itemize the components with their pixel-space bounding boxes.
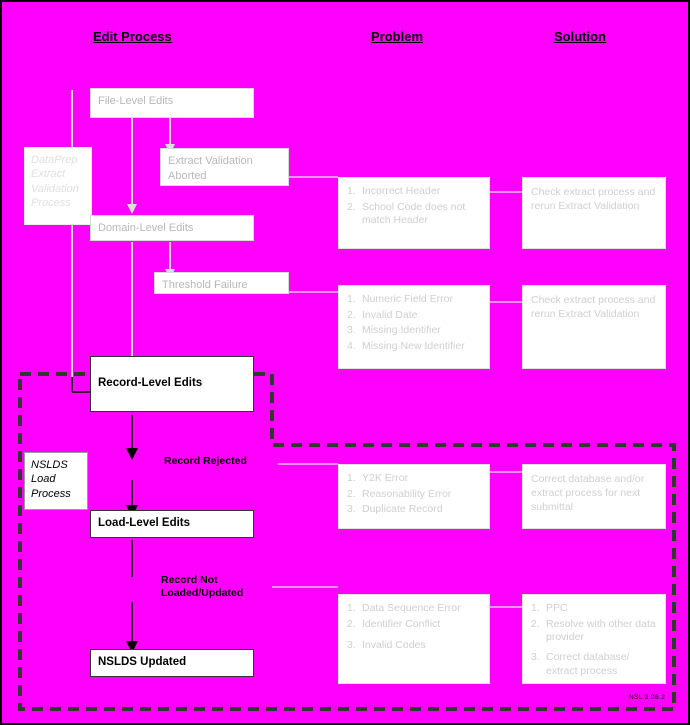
- problem-item: Missing Identifier: [362, 324, 441, 337]
- problem-item: Y2K Error: [362, 472, 409, 484]
- process-box-nslds-updated[interactable]: NSLDS Updated: [90, 649, 254, 677]
- solution-item: PPC: [546, 602, 568, 614]
- flow-label-record-rejected: Record Rejected: [164, 455, 247, 467]
- column-header-edit-process: Edit Process: [93, 29, 172, 44]
- problem-item: Identifier Conflict: [362, 617, 441, 630]
- problem-item: Data Sequence Error: [362, 602, 461, 614]
- process-box-load-level-edits[interactable]: Load-Level Edits: [90, 510, 254, 538]
- problem-list-row-4: 1. Data Sequence Error 2. Identifier Conflict 3. Invalid Codes: [338, 594, 490, 684]
- figure-tag: NSL 3.06.2: [629, 694, 666, 701]
- problem-item: School Code does not match Header: [362, 200, 466, 227]
- column-header-problem: Problem: [371, 29, 424, 44]
- process-box-extract-validation-aborted[interactable]: Extract Validation Aborted: [160, 148, 289, 186]
- group-label-dataprep-extract-validation-process: DataPrep Extract Validation Process: [24, 147, 92, 225]
- solution-list-row-4: 1. PPC 2. Resolve with other data provider 3. Correct database/ extract process: [522, 594, 666, 684]
- solution-item: Resolve with other data provider: [546, 617, 656, 644]
- problem-item: Reasonability Error: [362, 487, 452, 500]
- problem-list-row-1: 1. Incorrect Header 2. School Code does not match Header: [338, 177, 490, 249]
- solution-box-row-1: Check extract process and rerun Extract Validation: [522, 177, 666, 249]
- process-box-record-level-edits[interactable]: Record-Level Edits: [90, 356, 254, 412]
- column-header-solution: Solution: [554, 29, 606, 44]
- problem-list-row-3: 1. Y2K Error 2. Reasonability Error 3. Duplicate Record: [338, 464, 490, 529]
- solution-item: Correct database/ extract process: [546, 650, 630, 677]
- group-label-nslds-load-process: NSLDS Load Process: [24, 452, 88, 510]
- problem-item: Missing New Identifier: [362, 339, 465, 352]
- solution-box-row-2: Check extract process and rerun Extract Validation: [522, 285, 666, 369]
- problem-list-row-2: 1. Numeric Field Error 2. Invalid Date 3. Missing Identifier 4. Missing New Identifier: [338, 285, 490, 369]
- problem-item: Incorrect Header: [362, 185, 441, 197]
- flow-label-record-not-loaded-updated: Record Not Loaded/Updated: [161, 574, 244, 600]
- process-box-file-level-edits[interactable]: File-Level Edits: [90, 88, 254, 118]
- problem-item: Numeric Field Error: [362, 293, 454, 305]
- solution-box-row-3: Correct database and/or extract process for next submittal: [522, 464, 666, 529]
- problem-item: Invalid Date: [362, 308, 418, 321]
- process-box-threshold-failure[interactable]: Threshold Failure: [154, 272, 289, 294]
- problem-item: Invalid Codes: [362, 639, 426, 652]
- problem-item: Duplicate Record: [362, 503, 443, 516]
- process-box-domain-level-edits[interactable]: Domain-Level Edits: [90, 215, 254, 241]
